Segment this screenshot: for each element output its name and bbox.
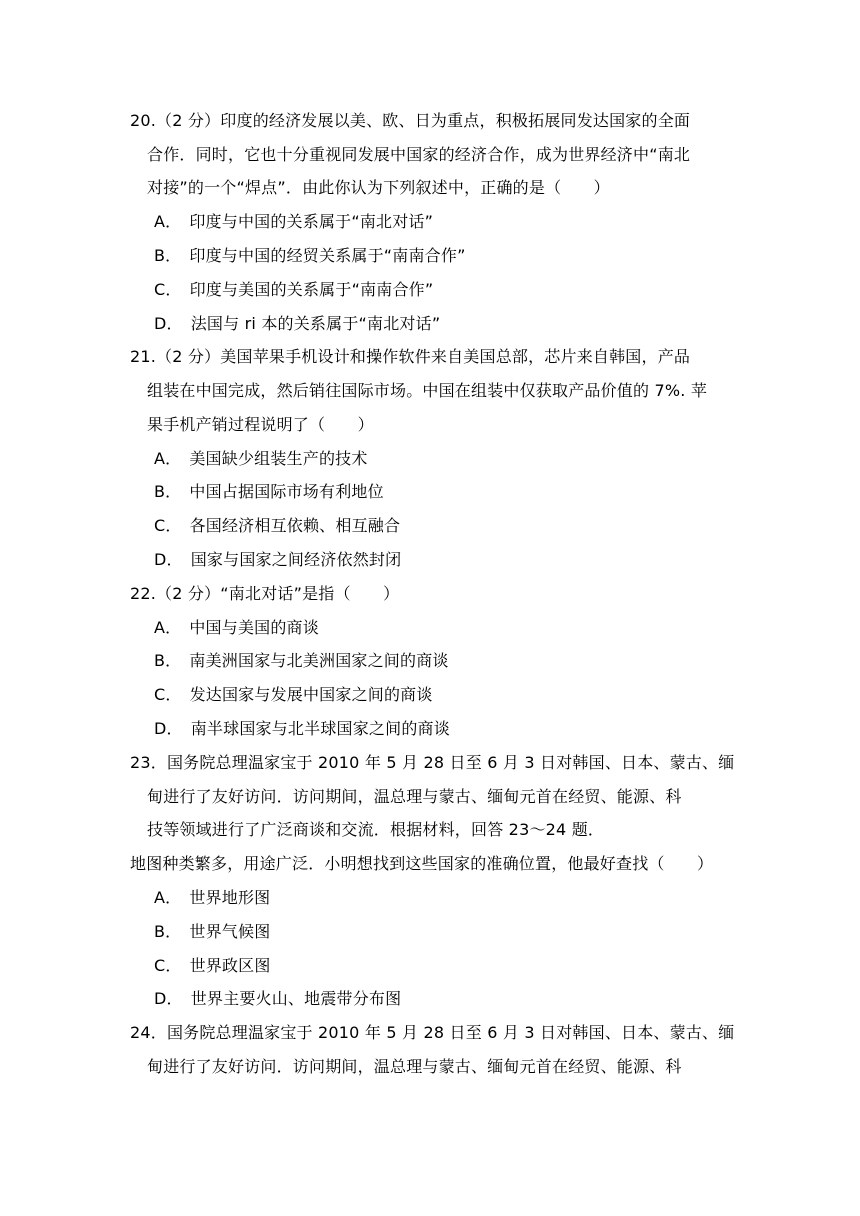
option-label: B． (154, 482, 182, 501)
option-text: 世界地形图 (189, 888, 271, 907)
q21-stem-line-1: 21.（2 分）美国苹果手机设计和操作软件来自美国总部，芯片来自韩国，产品 (130, 347, 691, 366)
option-text: 世界主要火山、地震带分布图 (190, 989, 402, 1008)
q20-stem-line-2: 合作．同时，它也十分重视同发展中国家的经济合作，成为世界经济中“南北 (147, 145, 691, 164)
option-label: C． (154, 516, 182, 535)
option-label: D． (154, 989, 183, 1008)
q20-stem-line-1: 20.（2 分）印度的经济发展以美、欧、日为重点，积极拓展同发达国家的全面 (130, 111, 691, 130)
option-text: 南美洲国家与北美洲国家之间的商谈 (189, 651, 449, 670)
option-label: C． (154, 685, 182, 704)
q20-stem-line-3: 对接”的一个“焊点”．由此你认为下列叙述中，正确的是（ ） (147, 178, 610, 197)
option-label: B． (154, 651, 182, 670)
q20-option-d (154, 313, 440, 335)
q22-option-c (154, 684, 433, 706)
option-label: D． (154, 314, 183, 333)
option-label: D． (154, 550, 183, 569)
q22-option-a (154, 617, 319, 639)
option-label: A． (154, 888, 182, 907)
q23-option-a (154, 887, 270, 909)
option-text: 各国经济相互依赖、相互融合 (189, 516, 401, 535)
option-label: A． (154, 449, 182, 468)
option-text: 印度与美国的关系属于“南南合作” (189, 280, 434, 299)
q21-option-b (154, 481, 384, 503)
q20-option-b (154, 245, 466, 267)
option-label: C． (154, 280, 182, 299)
q23-stem-line-2: 甸进行了友好访问．访问期间，温总理与蒙古、缅甸元首在经贸、能源、科 (147, 787, 682, 806)
option-text: 中国占据国际市场有利地位 (189, 482, 384, 501)
option-text: 印度与中国的经贸关系属于“南南合作” (189, 246, 466, 265)
q23-stem-line-1: 23．国务院总理温家宝于 2010 年 5 月 28 日至 6 月 3 日对韩国、日本、蒙古、缅 (130, 753, 735, 772)
option-label: D． (154, 719, 183, 738)
q21-stem-line-3: 果手机产销过程说明了（ ） (147, 415, 374, 434)
q21-option-c (154, 515, 400, 537)
option-text: 发达国家与发展中国家之间的商谈 (189, 685, 433, 704)
q22-stem-line-1: 22.（2 分）“南北对话”是指（ ） (130, 584, 400, 603)
q24-stem-line-1: 24．国务院总理温家宝于 2010 年 5 月 28 日至 6 月 3 日对韩国、日本、蒙古、缅 (130, 1023, 735, 1042)
option-text: 世界政区图 (189, 956, 271, 975)
q24-stem-line-2: 甸进行了友好访问．访问期间，温总理与蒙古、缅甸元首在经贸、能源、科 (147, 1057, 682, 1076)
q23-sub-question: 地图种类繁多，用途广泛．小明想找到这些国家的准确位置，他最好查找（ ） (130, 854, 714, 873)
option-text: 世界气候图 (189, 922, 271, 941)
option-label: A． (154, 618, 182, 637)
q20-option-c (154, 279, 433, 301)
option-text: 法国与 ri 本的关系属于“南北对话” (190, 314, 441, 333)
q23-option-c (154, 955, 271, 977)
q21-stem-line-2: 组装在中国完成，然后销往国际市场。中国在组装中仅获取产品价值的 7%. 苹 (147, 381, 708, 400)
option-text: 国家与国家之间经济依然封闭 (190, 550, 402, 569)
q21-option-a (154, 448, 368, 470)
q23-option-b (154, 921, 270, 943)
option-label: A． (154, 212, 182, 231)
option-text: 印度与中国的关系属于“南北对话” (189, 212, 434, 231)
q23-stem-line-3: 技等领域进行了广泛商谈和交流．根据材料，回答 23～24 题． (147, 820, 605, 839)
q23-option-d (154, 988, 401, 1010)
q21-option-d (154, 549, 401, 571)
option-text: 中国与美国的商谈 (189, 618, 319, 637)
option-label: B． (154, 922, 182, 941)
q20-option-a (154, 211, 433, 233)
q22-option-b (154, 650, 449, 672)
option-label: B． (154, 246, 182, 265)
option-text: 美国缺少组装生产的技术 (189, 449, 368, 468)
option-text: 南半球国家与北半球国家之间的商谈 (190, 719, 450, 738)
q22-option-d (154, 718, 450, 740)
option-label: C． (154, 956, 182, 975)
